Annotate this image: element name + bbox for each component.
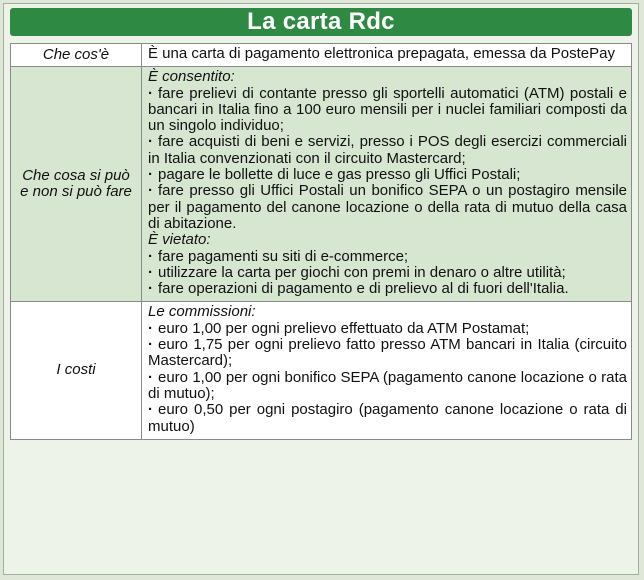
row-label: I costi (11, 302, 142, 439)
table-row-what-is (11, 44, 632, 67)
list-item: · euro 0,50 per ogni postagiro (pagamento canone locazione o rata di mutuo) (148, 402, 627, 435)
list-item: · fare prelievi di contante presso gli sportelli automatici (ATM) postali e bancari in Italia fino a 100 euro mensili per i nuclei familiari composti da un singolo individuo; (148, 86, 627, 135)
list-item: · fare presso gli Uffici Postali un bonifico SEPA o un postagiro mensile per il pagamento del canone locazione o della rata di mutuo della casa di abitazione. (148, 183, 627, 232)
row-label: Che cosa si può e non si può fare (11, 67, 142, 302)
list-item: · pagare le bollette di luce e gas presso gli Uffici Postali; (148, 167, 627, 183)
page-title: La carta Rdc (10, 8, 632, 36)
table-row-costs (11, 302, 632, 439)
list-item: · fare operazioni di pagamento e di prelievo al di fuori dell'Italia. (148, 281, 627, 297)
table-row-allowed-forbidden (11, 67, 632, 302)
allowed-heading: È consentito: (148, 68, 235, 86)
row-label: Che cos'è (11, 44, 142, 67)
row-content (142, 302, 632, 439)
list-item: · euro 1,00 per ogni prelievo effettuato da ATM Postamat; (148, 321, 627, 337)
info-table (10, 43, 632, 440)
fees-heading: Le commissioni: (148, 303, 256, 321)
row-content (142, 67, 632, 302)
list-item: · fare acquisti di beni e servizi, presso i POS degli esercizi commerciali in Italia convenzionati con il circuito Mastercard; (148, 134, 627, 167)
list-item: · utilizzare la carta per giochi con premi in denaro o altre utilità; (148, 265, 627, 281)
list-item: · fare pagamenti su siti di e-commerce; (148, 249, 627, 265)
list-item: · euro 1,00 per ogni bonifico SEPA (pagamento canone locazione o rata di mutuo); (148, 370, 627, 403)
row-content: È una carta di pagamento elettronica prepagata, emessa da PostePay (142, 44, 632, 67)
forbidden-heading: È vietato: (148, 231, 211, 249)
list-item: · euro 1,75 per ogni prelievo fatto presso ATM bancari in Italia (circuito Mastercard); (148, 337, 627, 370)
